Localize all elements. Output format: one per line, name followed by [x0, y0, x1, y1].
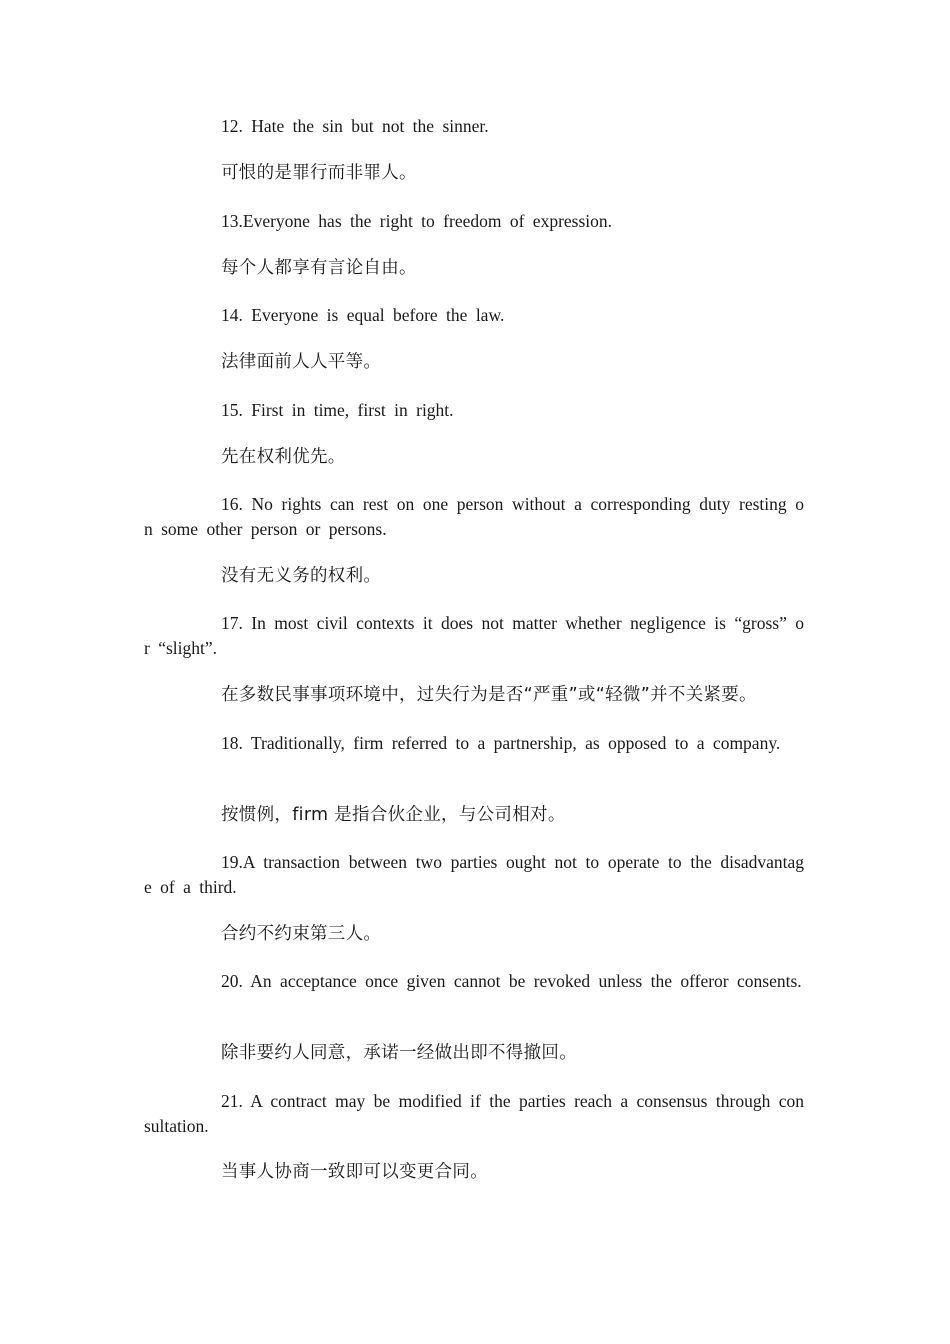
maxim-12-english: 12. Hate the sin but not the sinner. — [221, 116, 489, 136]
maxim-20-english: 20. An acceptance once given cannot be revoked unless the offeror consents. — [221, 971, 802, 991]
maxim-17-english: 17. In most civil contexts it does not matter whether negligence is “gross” or “slight”. — [144, 613, 804, 658]
maxim-19-chinese: 合约不约束第三人。 — [221, 924, 382, 944]
maxim-21-chinese: 当事人协商一致即可以变更合同。 — [221, 1162, 488, 1182]
maxim-13-chinese: 每个人都享有言论自由。 — [221, 258, 417, 278]
maxim-19-english: 19.A transaction between two parties ought not to operate to the disadvantage of a third. — [144, 852, 804, 897]
maxim-16-chinese: 没有无义务的权利。 — [221, 566, 382, 586]
maxim-21-english: 21. A contract may be modified if the parties reach a consensus through consultation. — [144, 1091, 804, 1136]
maxim-18-english: 18. Traditionally, firm referred to a partnership, as opposed to a company. — [221, 733, 781, 753]
maxim-13-english: 13.Everyone has the right to freedom of expression. — [221, 211, 613, 231]
maxim-15-chinese: 先在权利优先。 — [221, 447, 346, 467]
maxim-20-chinese: 除非要约人同意，承诺一经做出即不得撤回。 — [221, 1043, 577, 1063]
maxim-16-english: 16. No rights can rest on one person without a corresponding duty resting on some other person or persons. — [144, 494, 804, 539]
maxim-14-chinese: 法律面前人人平等。 — [221, 352, 382, 372]
maxim-17-chinese: 在多数民事事项环境中，过失行为是否“严重”或“轻微”并不关紧要。 — [221, 685, 757, 705]
maxim-15-english: 15. First in time, first in right. — [221, 400, 454, 420]
maxim-12-chinese: 可恨的是罪行而非罪人。 — [221, 163, 417, 183]
maxim-14-english: 14. Everyone is equal before the law. — [221, 305, 505, 325]
maxim-18-chinese: 按惯例，firm 是指合伙企业，与公司相对。 — [221, 805, 566, 825]
